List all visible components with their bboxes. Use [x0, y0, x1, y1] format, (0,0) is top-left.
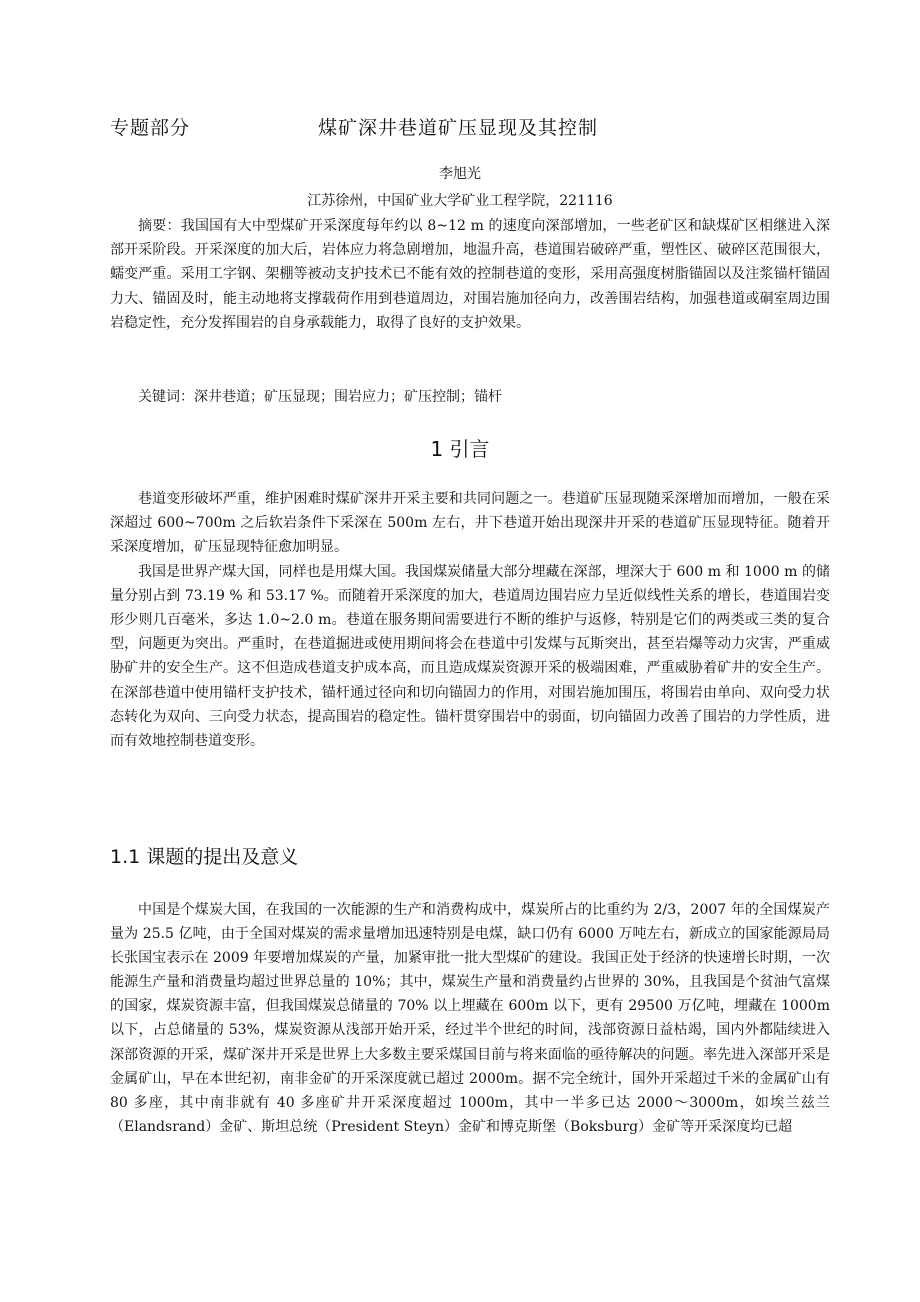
author-name: 李旭光 [439, 166, 481, 182]
subsection-heading: 1.1 课题的提出及意义 [110, 846, 299, 868]
page-header [110, 113, 830, 143]
abstract-text: 摘要：我国国有大中型煤矿开采深度每年约以 8~12 m 的速度向深部增加，一些老矿区和缺煤矿区相继进入深部开采阶段。开采深度的加大后，岩体应力将急剧增加，地温升高，巷道围岩破碎严重，塑性区、破碎区范围很大，蠕变严重。采用工字钢、架棚等被动支护技术已不能有效的控制巷道的变形，采用高强度树脂锚固以及注浆锚杆锚固力大、锚固及时，能主动地将支撑载荷作用到巷道周边，对围岩施加径向力，改善围岩结构，加强巷道或硐室周边围岩稳定性，充分发挥围岩的自身承载能力，取得了良好的支护效果。 [110, 218, 830, 331]
subsection-body [110, 898, 830, 1139]
introduction-body [110, 487, 830, 753]
abstract [110, 214, 830, 335]
paragraph: 巷道变形破坏严重，维护困难时煤矿深井开采主要和共同问题之一。巷道矿压显现随采深增加而增加，一般在采深超过 600~700m 之后软岩条件下采深在 500m 左右，井下巷道开始出现深井开采的巷道矿压显现特征。随着开采深度增加，矿压显现特征愈加明显。 [110, 491, 830, 556]
paragraph: 我国是世界产煤大国，同样也是用煤大国。我国煤炭储量大部分埋藏在深部，埋深大于 600 m 和 1000 m 的储量分别占到 73.19 % 和 53.17 %。而随着开采深度的加大，巷道周边围岩应力呈近似线性关系的增长，巷道围岩变形少则几百毫米，多达 1.0~2.0 m。巷道在服务期间需要进行不断的维护与返修，特别是它们的两类或三类的复合型，问题更为突出。严重时，在巷道掘进或使用期间将会在巷道中引发煤与瓦斯突出，甚至岩爆等动力灾害，严重威胁矿井的安全生产。这不但造成巷道支护成本高，而且造成煤炭资源开采的极端困难，严重威胁着矿井的安全生产。在深部巷道中使用锚杆支护技术，锚杆通过径向和切向锚固力的作用，对围岩施加围压，将围岩由单向、双向受力状态转化为双向、三向受力状态，提高围岩的稳定性。锚杆贯穿围岩中的弱面，切向锚固力改善了围岩的力学性质，进而有效地控制巷道变形。 [110, 563, 830, 750]
section-label: 专题部分 [110, 117, 191, 139]
author-affiliation: 江苏徐州，中国矿业大学矿业工程学院，221116 [307, 193, 613, 209]
document-title: 煤矿深井巷道矿压显现及其控制 [318, 117, 599, 139]
keywords: 关键词：深井巷道；矿压显现；围岩应力；矿压控制；锚杆 [138, 389, 502, 405]
section-heading-introduction: 1 引言 [430, 437, 490, 461]
paragraph: 中国是个煤炭大国，在我国的一次能源的生产和消费构成中，煤炭所占的比重约为 2/3，2007 年的全国煤炭产量为 25.5 亿吨，由于全国对煤炭的需求量增加迅速特别是电煤，缺口仍有 6000 万吨左右，新成立的国家能源局局长张国宝表示在 2009 年要增加煤炭的产量，加紧审批一批大型煤矿的建设。我国正处于经济的快速增长时期，一次能源生产量和消费量均超过世界总量的 10%；其中，煤炭生产量和消费量约占世界的 30%，且我国是个贫油气富煤的国家，煤炭资源丰富，但我国煤炭总储量的 70% 以上埋藏在 600m 以下，更有 29500 万亿吨，埋藏在 1000m 以下，占总储量的 53%，煤炭资源从浅部开始开采，经过半个世纪的时间，浅部资源日益枯竭，国内外都陆续进入深部资源的开采，煤矿深井开采是世界上大多数主要采煤国目前与将来面临的亟待解决的问题。率先进入深部开采是金属矿山，早在本世纪初，南非金矿的开采深度就已超过 2000m。据不完全统计，国外开采超过千米的金属矿山有 80 多座，其中南非就有 40 多座矿井开采深度超过 1000m，其中一半多已达 2000～3000m，如埃兰兹兰（Elandsrand）金矿、斯坦总统（President Steyn）金矿和博克斯堡（Boksburg）金矿等开采深度均已超 [110, 902, 830, 1135]
